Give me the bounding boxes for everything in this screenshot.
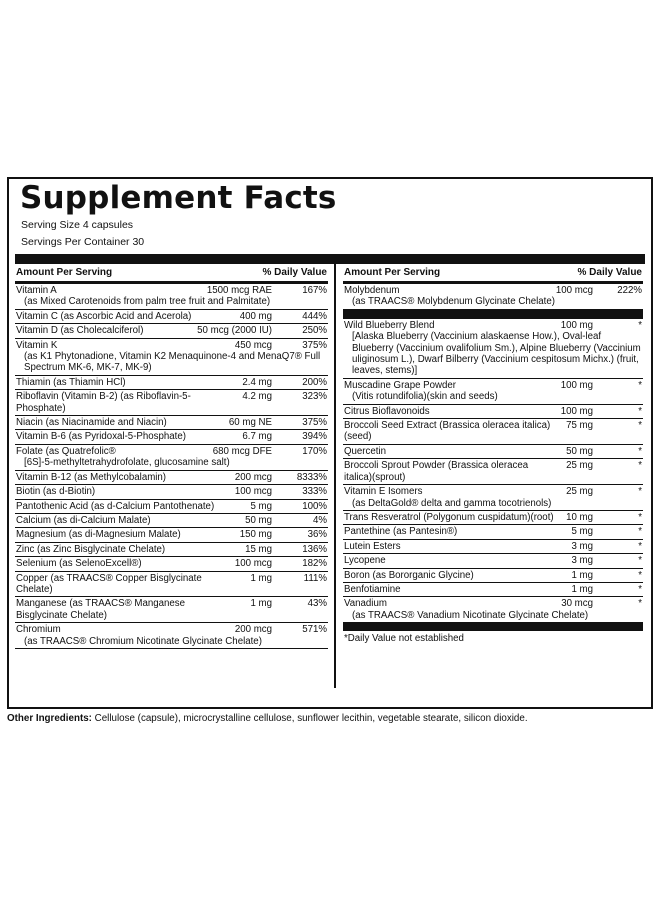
nutrient-row <box>343 485 643 511</box>
nutrient-name: Muscadine Grape Powder <box>344 379 457 391</box>
nutrient-amount: 60 mg NE <box>228 417 272 429</box>
nutrient-amount: 100 mg <box>560 405 593 417</box>
nutrient-row <box>343 319 643 379</box>
nutrient-amount: 10 mg <box>566 511 593 523</box>
nutrient-name: Benfotiamine <box>344 583 401 595</box>
nutrient-source: (as K1 Phytonadione, Vitamin K2 Menaquinone-4 and MenaQ7® Full Spectrum MK-6, MK-7, MK-9) <box>24 351 321 374</box>
nutrient-amount: 25 mg <box>566 460 593 472</box>
nutrient-amount: 5 mg <box>250 500 272 512</box>
nutrient-name: Broccoli Seed Extract (Brassica oleracea italica)(seed) <box>344 420 551 443</box>
amount-header: Amount Per Serving <box>16 267 113 278</box>
nutrient-daily-value: 323% <box>302 391 327 403</box>
nutrient-source: (as TRAACS® Molybdenum Glycinate Chelate) <box>352 296 555 308</box>
nutrient-name: Wild Blueberry Blend <box>344 319 435 331</box>
nutrient-daily-value: 333% <box>302 486 327 498</box>
nutrient-daily-value: 167% <box>302 285 327 296</box>
nutrient-daily-value: * <box>638 486 642 498</box>
nutrient-name: Quercetin <box>344 445 386 457</box>
nutrient-daily-value: 375% <box>302 417 327 429</box>
footnote: *Daily Value not established <box>344 633 464 645</box>
nutrient-name: Vitamin D (as Cholecalciferol) <box>16 325 144 337</box>
left-rows <box>15 284 328 649</box>
nutrient-amount: 1 mg <box>250 572 272 584</box>
nutrient-row <box>15 430 328 444</box>
nutrient-daily-value: 111% <box>303 572 327 584</box>
nutrient-amount: 15 mg <box>245 543 272 555</box>
nutrient-daily-value: * <box>638 555 642 567</box>
nutrient-name: Chromium <box>16 624 61 636</box>
nutrient-daily-value: * <box>638 319 642 331</box>
nutrient-source: [6S]-5-methyltetrahydrofolate, glucosamine salt) <box>24 457 230 469</box>
nutrient-source: (as TRAACS® Chromium Nicotinate Glycinate Chelate) <box>24 635 262 647</box>
nutrient-row <box>343 525 643 539</box>
nutrient-row <box>343 597 643 623</box>
nutrient-amount: 30 mcg <box>561 598 593 610</box>
other-ingredients-label: Other Ingredients: <box>7 713 92 724</box>
nutrient-name: Vitamin E Isomers <box>344 486 423 498</box>
nutrient-name: Vanadium <box>344 598 387 610</box>
nutrient-row <box>15 623 328 649</box>
nutrient-amount: 25 mg <box>566 486 593 498</box>
nutrient-name: Magnesium (as di-Magnesium Malate) <box>16 529 181 541</box>
nutrient-daily-value: 36% <box>307 529 327 541</box>
nutrient-name: Copper (as TRAACS® Copper Bisglycinate Chelate) <box>16 572 202 595</box>
nutrient-amount: 50 mcg (2000 IU) <box>197 325 272 337</box>
nutrient-daily-value: * <box>638 540 642 552</box>
nutrient-daily-value: * <box>638 460 642 472</box>
end-divider <box>343 623 643 631</box>
nutrient-amount: 1500 mcg RAE <box>206 285 272 296</box>
nutrient-amount: 100 mg <box>560 319 593 331</box>
nutrient-row <box>15 416 328 430</box>
nutrient-daily-value: * <box>638 379 642 391</box>
nutrient-row <box>343 569 643 583</box>
nutrient-amount: 150 mg <box>239 529 272 541</box>
nutrient-name: Calcium (as di-Calcium Malate) <box>16 514 151 526</box>
other-ingredients-text: Cellulose (capsule), microcrystalline cellulose, sunflower lecithin, vegetable stearate, silicon dioxide. <box>94 713 528 724</box>
nutrient-daily-value: 170% <box>302 445 327 457</box>
nutrient-source: [Alaska Blueberry (Vaccinium alaskaense How.), Oval-leaf Blueberry (Vaccinium ovalifolium Sm.), Alpine Blueberry (Vaccinium uliginosum L.), Dwarf Bilberry (Vaccinium cespitosum Michx.) (fruit, leaves, stems)] <box>352 331 641 377</box>
nutrient-row <box>343 459 643 485</box>
nutrient-row <box>15 376 328 390</box>
nutrient-name: Niacin (as Niacinamide and Niacin) <box>16 417 167 429</box>
nutrient-name: Trans Resveratrol (Polygonum cuspidatum)(root) <box>344 511 554 523</box>
nutrient-daily-value: 222% <box>617 285 642 296</box>
nutrient-daily-value: * <box>638 445 642 457</box>
column-divider <box>334 264 336 688</box>
nutrient-row <box>15 557 328 571</box>
nutrient-source: (as TRAACS® Vanadium Nicotinate Glycinate Chelate) <box>352 609 589 621</box>
nutrient-row <box>343 583 643 597</box>
nutrient-amount: 3 mg <box>571 540 593 552</box>
nutrient-source: (as Mixed Carotenoids from palm tree fruit and Palmitate) <box>24 296 271 308</box>
nutrient-amount: 50 mg <box>566 445 593 457</box>
nutrient-daily-value: * <box>638 526 642 538</box>
other-ingredients <box>7 713 528 725</box>
nutrient-daily-value: 375% <box>302 339 327 351</box>
nutrient-amount: 1 mg <box>571 583 593 595</box>
nutrient-daily-value: 444% <box>302 310 327 322</box>
nutrient-name: Molybdenum <box>344 285 400 296</box>
nutrient-amount: 680 mcg DFE <box>212 445 272 457</box>
nutrient-row <box>343 511 643 525</box>
nutrient-daily-value: 4% <box>312 514 327 526</box>
nutrient-row <box>15 528 328 542</box>
nutrient-amount: 200 mcg <box>234 471 272 483</box>
nutrient-row <box>15 514 328 528</box>
nutrient-daily-value: 182% <box>302 558 327 570</box>
nutrient-amount: 200 mcg <box>234 624 272 636</box>
nutrient-row <box>15 597 328 623</box>
nutrient-name: Zinc (as Zinc Bisglycinate Chelate) <box>16 543 166 555</box>
panel-title: Supplement Facts <box>20 180 337 216</box>
supplement-facts-panel <box>7 177 653 709</box>
mid-divider <box>343 310 643 319</box>
nutrient-amount: 1 mg <box>250 598 272 610</box>
nutrient-name: Riboflavin (Vitamin B-2) (as Riboflavin-5-Phosphate) <box>16 391 191 414</box>
right-column-header <box>343 264 643 284</box>
nutrient-row <box>15 485 328 499</box>
nutrient-row <box>15 500 328 514</box>
nutrient-daily-value: * <box>638 420 642 432</box>
nutrient-name: Thiamin (as Thiamin HCl) <box>16 376 126 388</box>
nutrient-source: (as DeltaGold® delta and gamma tocotrienols) <box>352 497 552 509</box>
nutrient-amount: 5 mg <box>571 526 593 538</box>
dv-header: % Daily Value <box>262 267 327 278</box>
nutrient-name: Vitamin C (as Ascorbic Acid and Acerola) <box>16 310 192 322</box>
nutrient-amount: 1 mg <box>571 569 593 581</box>
nutrient-amount: 450 mcg <box>234 339 272 351</box>
nutrient-name: Manganese (as TRAACS® Manganese Bisglycinate Chelate) <box>16 598 186 621</box>
right-column <box>343 264 643 645</box>
nutrient-daily-value: 394% <box>302 431 327 443</box>
nutrient-row <box>343 540 643 554</box>
nutrient-name: Lutein Esters <box>344 540 401 552</box>
nutrient-row <box>343 379 643 405</box>
nutrient-row <box>15 324 328 338</box>
nutrient-name: Vitamin K <box>16 339 58 351</box>
nutrient-name: Citrus Bioflavonoids <box>344 405 430 417</box>
nutrient-name: Selenium (as SelenoExcell®) <box>16 558 142 570</box>
servings-per-container: Servings Per Container 30 <box>21 236 145 248</box>
nutrient-row <box>15 572 328 598</box>
nutrient-row <box>15 310 328 324</box>
nutrient-daily-value: 100% <box>302 500 327 512</box>
nutrient-amount: 100 mcg <box>234 486 272 498</box>
left-column <box>15 264 328 649</box>
nutrient-name: Folate (as Quatrefolic® <box>16 445 116 457</box>
nutrient-row <box>15 543 328 557</box>
nutrient-amount: 100 mg <box>560 379 593 391</box>
nutrient-amount: 2.4 mg <box>242 376 272 388</box>
right-rows <box>343 319 643 623</box>
nutrient-name: Boron (as Bororganic Glycine) <box>344 569 474 581</box>
nutrient-amount: 400 mg <box>239 310 272 322</box>
nutrient-amount: 3 mg <box>571 555 593 567</box>
amount-header: Amount Per Serving <box>344 267 441 278</box>
thick-divider <box>15 254 645 264</box>
nutrient-daily-value: 136% <box>302 543 327 555</box>
nutrient-daily-value: 43% <box>307 598 327 610</box>
nutrient-name: Pantothenic Acid (as d-Calcium Pantothenate) <box>16 500 215 512</box>
nutrient-name: Vitamin B-6 (as Pyridoxal-5-Phosphate) <box>16 431 186 443</box>
nutrient-amount: 4.2 mg <box>242 391 272 403</box>
nutrient-amount: 100 mcg <box>555 285 593 296</box>
nutrient-name: Broccoli Sprout Powder (Brassica oleracea italica)(sprout) <box>344 460 529 483</box>
nutrient-row <box>15 284 328 310</box>
nutrient-name: Vitamin A <box>16 285 57 296</box>
nutrient-source: (Vitis rotundifolia)(skin and seeds) <box>352 391 498 403</box>
serving-size: Serving Size 4 capsules <box>21 219 134 231</box>
right-top-rows <box>343 284 643 310</box>
nutrient-daily-value: * <box>638 405 642 417</box>
nutrient-daily-value: * <box>638 569 642 581</box>
nutrient-daily-value: 200% <box>302 376 327 388</box>
nutrient-row <box>15 390 328 416</box>
nutrient-amount: 50 mg <box>245 514 272 526</box>
nutrient-amount: 75 mg <box>566 420 593 432</box>
nutrient-amount: 6.7 mg <box>242 431 272 443</box>
nutrient-amount: 100 mcg <box>234 558 272 570</box>
dv-header: % Daily Value <box>577 267 642 278</box>
nutrient-name: Biotin (as d-Biotin) <box>16 486 96 498</box>
nutrient-daily-value: 250% <box>302 325 327 337</box>
nutrient-row <box>343 445 643 459</box>
nutrient-daily-value: 8333% <box>296 471 327 483</box>
nutrient-daily-value: * <box>638 598 642 610</box>
nutrient-daily-value: * <box>638 511 642 523</box>
nutrient-name: Pantethine (as Pantesin®) <box>344 526 458 538</box>
nutrient-row <box>15 445 328 471</box>
nutrient-row <box>343 419 643 445</box>
nutrient-row <box>343 554 643 568</box>
nutrient-row <box>343 284 643 310</box>
nutrient-name: Vitamin B-12 (as Methylcobalamin) <box>16 471 167 483</box>
nutrient-daily-value: * <box>638 583 642 595</box>
nutrient-row <box>15 471 328 485</box>
nutrient-daily-value: 571% <box>302 624 327 636</box>
left-column-header <box>15 264 328 284</box>
nutrient-name: Lycopene <box>344 555 386 567</box>
nutrient-row <box>343 405 643 419</box>
nutrient-row <box>15 339 328 376</box>
